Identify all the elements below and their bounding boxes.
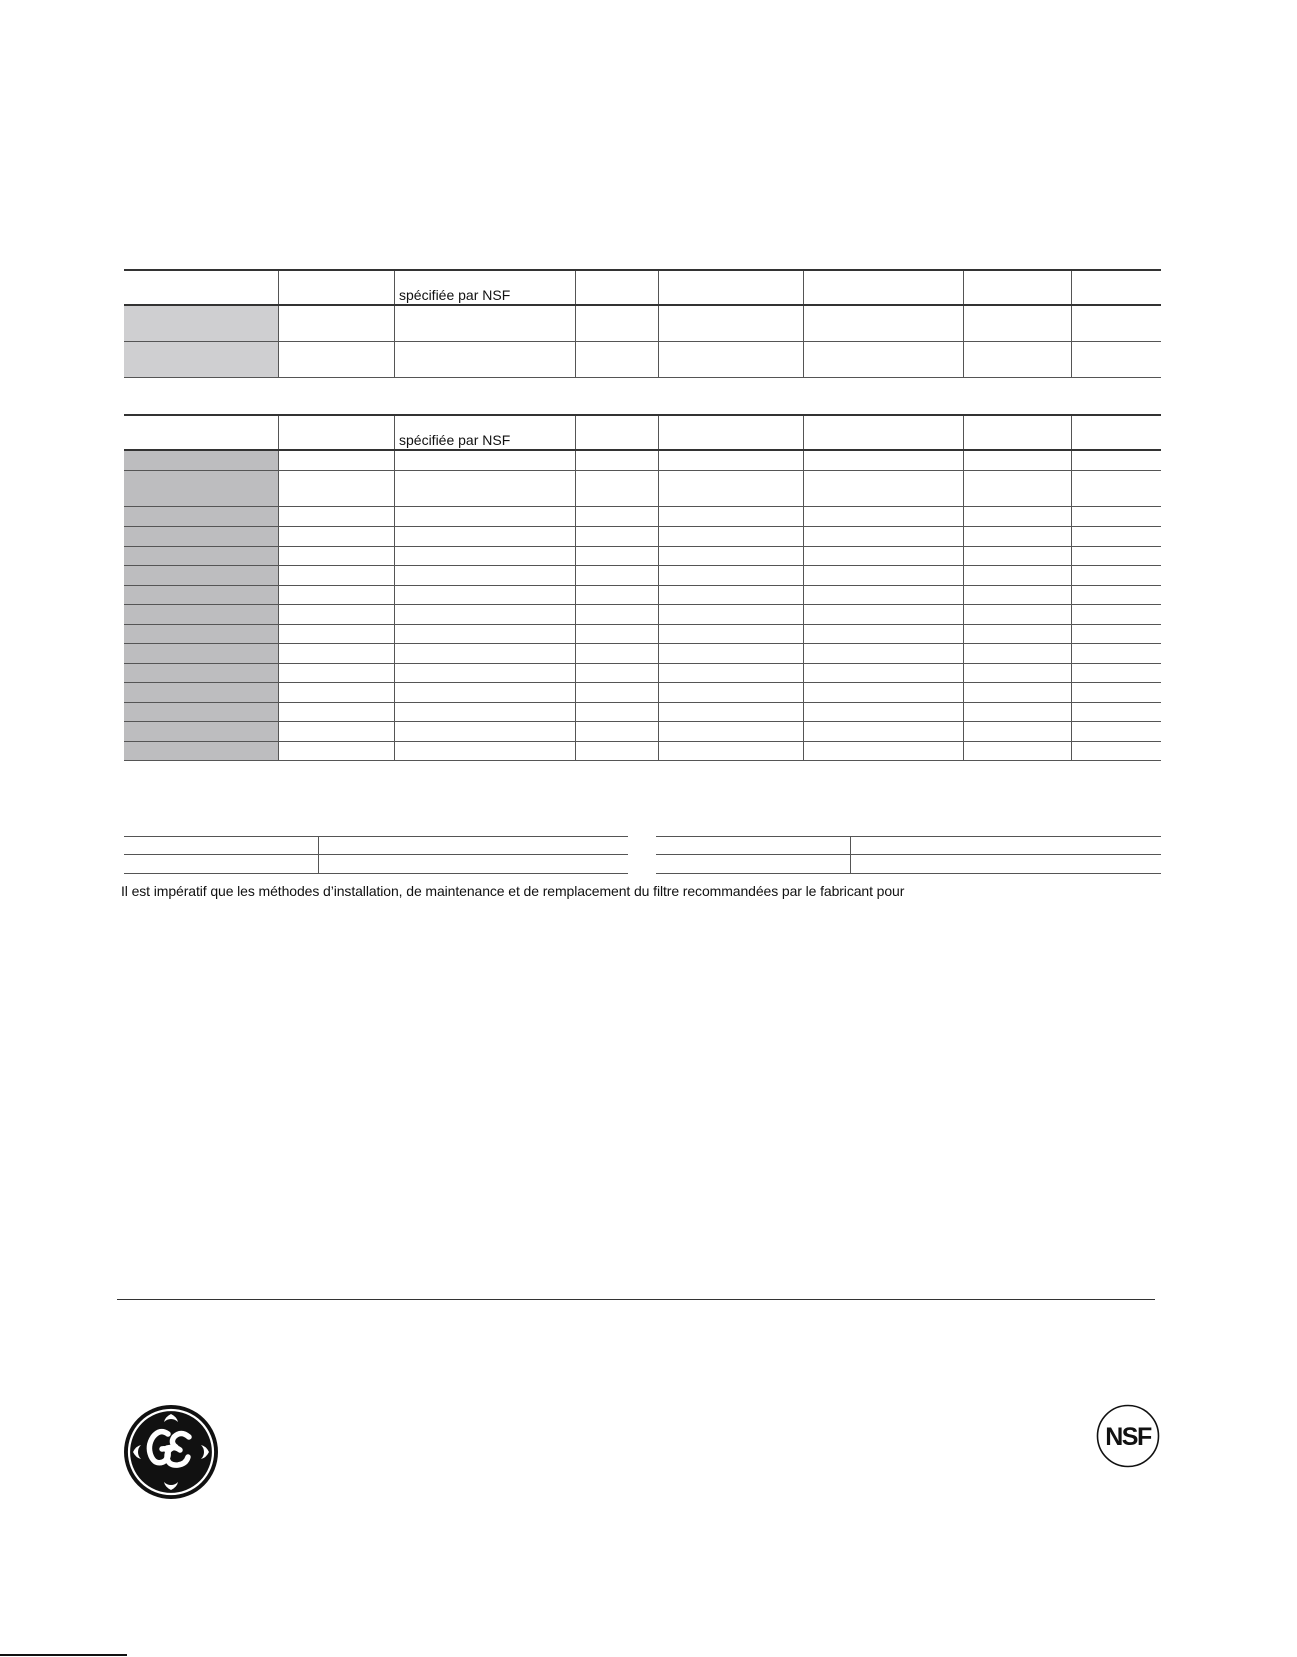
table-2-header-label: spécifiée par NSF [399, 432, 511, 448]
spec-table-left-divider [318, 855, 319, 873]
table-2-body-cell [394, 703, 575, 721]
table-2-body-cell [278, 683, 394, 702]
table-2-body-row [124, 722, 1161, 742]
table-2-body-cell [278, 566, 394, 585]
table-2-body-cell [1071, 566, 1161, 585]
table-2-header-cell-4 [575, 416, 658, 449]
table-2-body-row [124, 625, 1161, 644]
table-2-body-cell [803, 722, 963, 741]
table-2-body-cell [803, 451, 963, 470]
table-1-header-cell-4 [575, 271, 658, 304]
table-2-body-cell [803, 471, 963, 506]
table-2-body-cell [278, 625, 394, 643]
table-2-body-cell [658, 742, 803, 760]
table-1-body-cell [124, 342, 278, 377]
table-1-header-cell-6 [803, 271, 963, 304]
table-2-body-cell [575, 703, 658, 721]
table-2-body-cell [1071, 605, 1161, 624]
table-2-body-cell [1071, 664, 1161, 682]
table-2-body-cell [963, 703, 1071, 721]
table-1-body-cell [658, 342, 803, 377]
table-2-body-cell [803, 644, 963, 663]
table-2-body-cell [803, 547, 963, 565]
table-1-body-cell [803, 306, 963, 341]
table-2-body-cell [803, 742, 963, 760]
table-2-body-cell [124, 742, 278, 760]
table-2-body-cell [278, 547, 394, 565]
table-2-body-cell [575, 644, 658, 663]
spec-table-left [124, 836, 628, 874]
table-2-body-cell [803, 683, 963, 702]
spec-table-right-row-1 [656, 836, 1161, 855]
table-1-body-cell [803, 342, 963, 377]
table-2-body-row [124, 471, 1161, 507]
table-2-body-cell [124, 471, 278, 506]
installation-note: Il est impératif que les méthodes d’installation, de maintenance et de remplacement du filtre recommandées par le fabricant pour [121, 883, 905, 899]
table-2-body-cell [963, 547, 1071, 565]
table-1-body-cell [658, 306, 803, 341]
table-1-body-cell [394, 342, 575, 377]
table-2-body-cell [124, 605, 278, 624]
table-1-body-cell [1071, 306, 1161, 341]
table-2-body-cell [658, 527, 803, 546]
table-2-body-cell [394, 527, 575, 546]
table-2-body-cell [124, 547, 278, 565]
table-2-body-cell [1071, 586, 1161, 604]
table-2-body-cell [963, 605, 1071, 624]
table-1-header-cell-8 [1071, 271, 1161, 304]
table-2-body-cell [394, 722, 575, 741]
table-2-body-cell [394, 547, 575, 565]
table-2-body-cell [963, 507, 1071, 526]
table-2-body-cell [1071, 527, 1161, 546]
table-2-body-cell [658, 451, 803, 470]
table-1-header-label: spécifiée par NSF [399, 287, 511, 303]
table-2-body-cell [963, 586, 1071, 604]
table-2-header-cell-8 [1071, 416, 1161, 449]
table-2-body-cell [658, 566, 803, 585]
table-1-header-cell-7 [963, 271, 1071, 304]
table-2-body-row [124, 683, 1161, 703]
table-2-body-cell [803, 566, 963, 585]
table-2-body-cell [394, 471, 575, 506]
table-1-body-cell [278, 342, 394, 377]
table-2-body-cell [803, 605, 963, 624]
table-2-body-cell [963, 683, 1071, 702]
table-2-header-cell-7 [963, 416, 1071, 449]
table-2-body-cell [658, 605, 803, 624]
table-2-body-cell [394, 664, 575, 682]
table-2-body-cell [575, 625, 658, 643]
nsf-mark-logo [1096, 1404, 1160, 1468]
table-2-body-cell [1071, 471, 1161, 506]
table-2-body-cell [803, 664, 963, 682]
table-2-body-cell [963, 644, 1071, 663]
table-2-body-cell [575, 722, 658, 741]
table-2-body-cell [575, 664, 658, 682]
table-2-body-cell [803, 586, 963, 604]
table-2-body-cell [658, 644, 803, 663]
table-1-header-cell-1 [124, 271, 278, 304]
spec-table-left-divider [318, 837, 319, 854]
table-2-body-cell [1071, 683, 1161, 702]
table-2-header-cell-1 [124, 416, 278, 449]
table-2-body-cell [963, 625, 1071, 643]
table-2-body-cell [658, 664, 803, 682]
table-1-body-cell [124, 306, 278, 341]
table-2-body-cell [658, 547, 803, 565]
table-2-header-cell-6 [803, 416, 963, 449]
table-2-body-cell [278, 471, 394, 506]
table-2-body-cell [575, 527, 658, 546]
table-2-body-cell [1071, 451, 1161, 470]
spec-table-left-row-1 [124, 836, 628, 855]
table-2-body-cell [394, 742, 575, 760]
performance-table-1 [124, 269, 1161, 378]
table-2-body-cell [278, 722, 394, 741]
table-2-body-cell [124, 507, 278, 526]
table-2-body-cell [278, 664, 394, 682]
table-1-body-cell [1071, 342, 1161, 377]
table-2-body-cell [124, 527, 278, 546]
table-2-body-cell [1071, 703, 1161, 721]
table-2-body-cell [658, 722, 803, 741]
table-2-body-cell [575, 605, 658, 624]
table-1-body-cell [963, 306, 1071, 341]
table-2-body-row [124, 664, 1161, 683]
table-2-body-cell [658, 703, 803, 721]
nsf-mark-text: NSF [1105, 1423, 1151, 1451]
table-2-body-cell [124, 683, 278, 702]
footer-rule [117, 1299, 1155, 1300]
table-2-body-cell [963, 566, 1071, 585]
table-2-body-cell [658, 507, 803, 526]
table-2-body-cell [278, 742, 394, 760]
table-2-body-cell [394, 644, 575, 663]
table-2-body-row [124, 566, 1161, 586]
table-1-header-row [124, 269, 1161, 306]
table-2-body-cell [394, 605, 575, 624]
table-2-body-cell [1071, 625, 1161, 643]
table-2-body-row [124, 507, 1161, 527]
table-2-body-cell [124, 644, 278, 663]
table-2-body-cell [394, 625, 575, 643]
table-1-body-cell [394, 306, 575, 341]
table-2-body-cell [963, 742, 1071, 760]
table-2-header-cell-3 [394, 416, 575, 449]
table-2-body-cell [124, 586, 278, 604]
table-2-body-cell [963, 471, 1071, 506]
performance-table-2 [124, 414, 1161, 761]
table-2-body-cell [124, 703, 278, 721]
table-2-body-cell [658, 625, 803, 643]
table-2-body-cell [803, 625, 963, 643]
spec-table-left-row-2 [124, 855, 628, 874]
table-2-body-cell [394, 683, 575, 702]
table-2-body-cell [124, 451, 278, 470]
table-2-body-cell [1071, 507, 1161, 526]
spec-table-right-divider [850, 855, 851, 873]
table-2-body-cell [963, 664, 1071, 682]
table-2-body-cell [278, 586, 394, 604]
table-2-body-cell [124, 625, 278, 643]
table-2-body-cell [394, 507, 575, 526]
table-1-header-cell-2 [278, 271, 394, 304]
table-1-body-cell [963, 342, 1071, 377]
table-2-header-cell-2 [278, 416, 394, 449]
table-2-body-cell [575, 566, 658, 585]
table-1-body-cell [575, 342, 658, 377]
table-2-body-cell [575, 471, 658, 506]
table-2-body-row [124, 605, 1161, 625]
table-2-body-cell [803, 527, 963, 546]
table-2-body-row [124, 742, 1161, 761]
table-1-body-cell [575, 306, 658, 341]
table-2-body-cell [1071, 547, 1161, 565]
table-2-body-cell [124, 664, 278, 682]
table-2-body-cell [124, 566, 278, 585]
table-2-body-cell [278, 527, 394, 546]
table-2-body-cell [803, 507, 963, 526]
table-2-body-cell [963, 451, 1071, 470]
table-2-body-cell [575, 451, 658, 470]
table-2-body-cell [658, 683, 803, 702]
table-1-body-cell [278, 306, 394, 341]
table-2-body-cell [394, 451, 575, 470]
table-2-body-cell [124, 722, 278, 741]
table-1-body-row [124, 306, 1161, 342]
spec-table-right-divider [850, 837, 851, 854]
table-2-body-cell [278, 451, 394, 470]
table-2-body-row [124, 547, 1161, 566]
table-2-body-cell [1071, 644, 1161, 663]
table-1-header-cell-3 [394, 271, 575, 304]
table-2-body-cell [658, 471, 803, 506]
table-2-body-cell [394, 586, 575, 604]
table-2-body-row [124, 644, 1161, 664]
table-2-body-cell [963, 527, 1071, 546]
table-2-body-cell [658, 586, 803, 604]
table-2-body-cell [278, 703, 394, 721]
table-2-body-row [124, 586, 1161, 605]
table-2-body-cell [278, 644, 394, 663]
table-2-body-row [124, 527, 1161, 547]
table-2-body-cell [394, 566, 575, 585]
spec-table-right [656, 836, 1161, 874]
spec-table-right-row-2 [656, 855, 1161, 874]
table-2-header-row [124, 414, 1161, 451]
table-1-body-row [124, 342, 1161, 378]
ge-monogram-logo [123, 1404, 219, 1500]
table-2-body-cell [575, 742, 658, 760]
table-2-body-cell [963, 722, 1071, 741]
table-2-body-cell [1071, 722, 1161, 741]
table-2-body-cell [803, 703, 963, 721]
table-2-body-cell [278, 605, 394, 624]
table-2-body-cell [1071, 742, 1161, 760]
table-2-body-cell [278, 507, 394, 526]
table-2-body-cell [575, 683, 658, 702]
table-2-body-cell [575, 586, 658, 604]
table-1-header-cell-5 [658, 271, 803, 304]
table-2-body-cell [575, 547, 658, 565]
table-2-body-row [124, 703, 1161, 722]
corner-crop-mark [0, 1654, 127, 1656]
table-2-body-cell [575, 507, 658, 526]
table-2-header-cell-5 [658, 416, 803, 449]
table-2-body-row [124, 451, 1161, 471]
